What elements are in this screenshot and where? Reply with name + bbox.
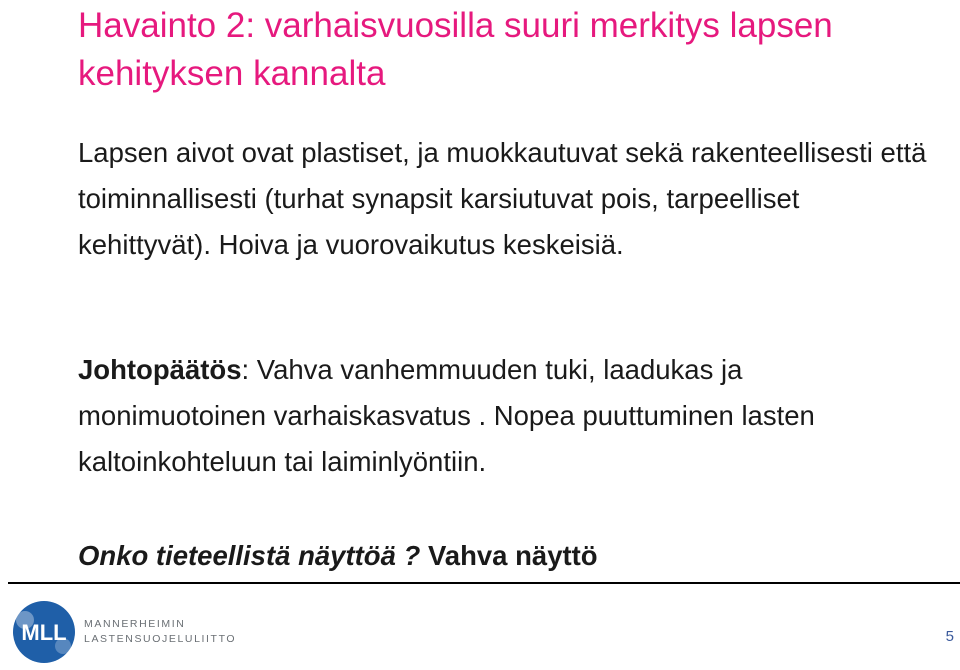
evidence-question: Onko tieteellistä näyttöä ? — [78, 540, 421, 571]
logo-text: MLL — [21, 620, 67, 645]
evidence-answer: Vahva näyttö — [420, 540, 598, 571]
evidence-line — [78, 533, 938, 579]
conclusion-colon: : — [241, 354, 250, 385]
org-name — [84, 617, 236, 647]
conclusion-text: Vahva vanhemmuuden tuki, laadukas ja monimuotoinen varhaiskasvatus . Nopea puuttuminen lasten kaltoinkohteluun tai laiminlyöntiin. — [78, 354, 815, 477]
mll-logo — [12, 600, 236, 664]
paragraph-conclusion — [78, 347, 938, 485]
org-name-line2: LASTENSUOJELULIITTO — [84, 633, 237, 645]
slide-title: Havainto 2: varhaisvuosilla suuri merkitys lapsen kehityksen kannalta — [78, 6, 833, 93]
footer-divider — [8, 582, 960, 584]
mll-logo-icon — [12, 600, 76, 664]
org-name-line1: MANNERHEIMIN — [84, 618, 186, 630]
page-number: 5 — [945, 628, 954, 645]
paragraph-brain-plasticity: Lapsen aivot ovat plastiset, ja muokkautuvat sekä rakenteellisesti että toiminnallisesti (turhat synapsit karsiutuvat pois, tarpeelliset kehittyvät). Hoiva ja vuorovaikutus keskeisiä. — [78, 137, 927, 260]
conclusion-label: Johtopäätös — [78, 354, 242, 385]
